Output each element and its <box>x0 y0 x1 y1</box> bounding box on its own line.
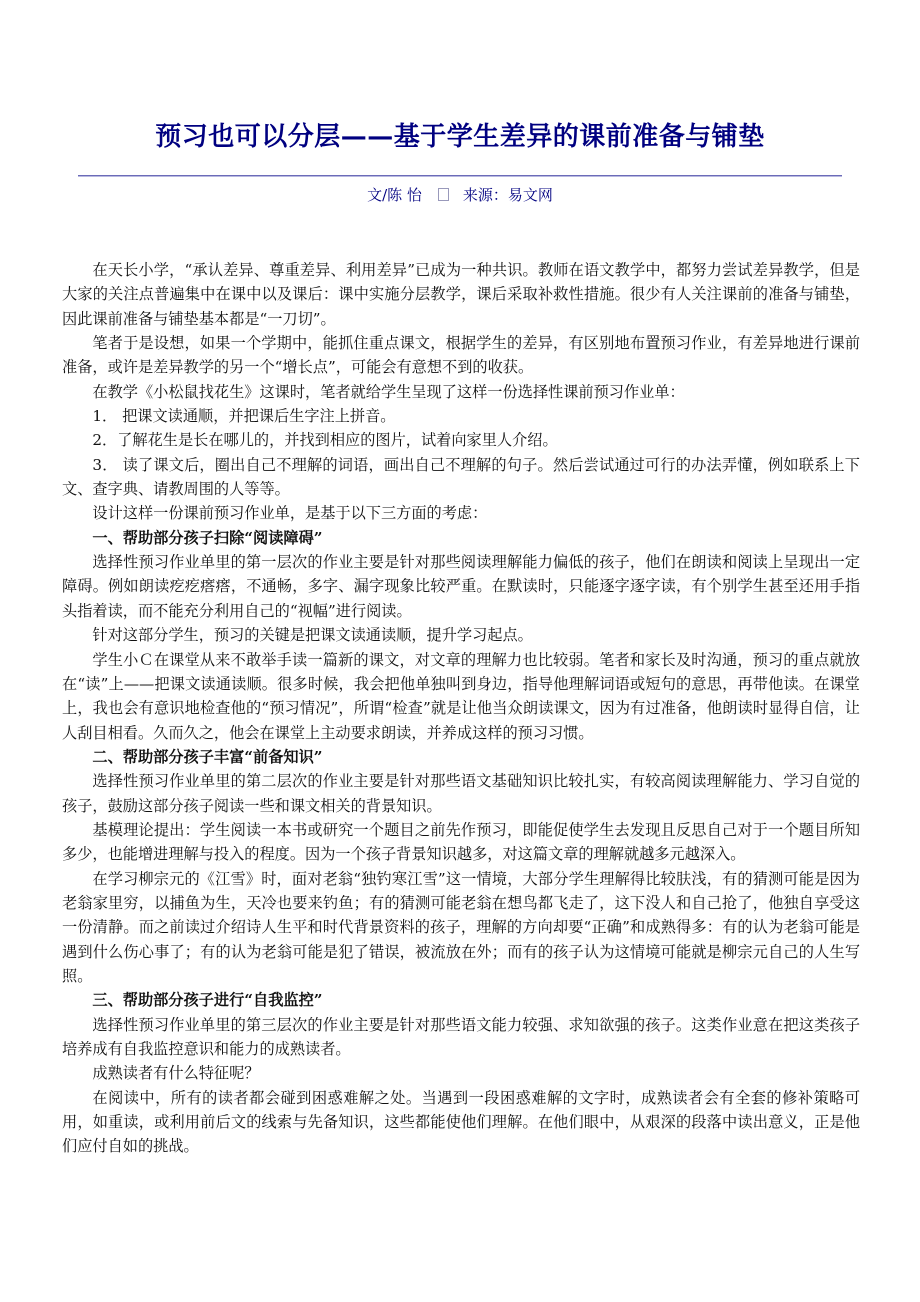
paragraph: 选择性预习作业单里的第二层次的作业主要是针对那些语文基础知识比较扎实，有较高阅读理解能力、学习自觉的孩子，鼓励这部分孩子阅读一些和课文相关的背景知识。 <box>62 772 860 815</box>
paragraph: 在学习柳宗元的《江雪》时，面对老翁“独钓寒江雪”这一情境，大部分学生理解得比较肤浅，有的猜测可能是因为老翁家里穷，以捕鱼为生，天冷也要来钓鱼；有的猜测可能老翁在想鸟都飞走了，这下没人和自己抢了，他独自享受这一份清静。而之前读过介绍诗人生平和时代背景资料的孩子，理解的方向却要“正确”和成熟得多：有的认为老翁可能是遇到什么伤心事了；有的认为老翁可能是犯了错误，被流放在外；而有的孩子认为这情境可能就是柳宗元自己的人生写照。 <box>62 869 860 985</box>
title-divider <box>78 175 842 177</box>
paragraph: 选择性预习作业单里的第三层次的作业主要是针对那些语文能力较强、求知欲强的孩子。这类作业意在把这类孩子培养成有自我监控意识和能力的成熟读者。 <box>62 1015 860 1058</box>
list-item: 3． 读了课文后，圈出自己不理解的词语，画出自己不理解的句子。然后尝试通过可行的办法弄懂，例如联系上下文、查字典、请教周围的人等等。 <box>62 455 860 499</box>
source: 来源：易文网 <box>462 186 553 204</box>
section-heading: 一、帮助部分孩子扫除“阅读障碍” <box>92 528 323 547</box>
author: 文/陈 怡 <box>367 186 422 204</box>
paragraph: 选择性预习作业单里的第一层次的作业主要是针对那些阅读理解能力偏低的孩子，他们在朗读和阅读上呈现出一定障碍。例如朗读疙疙瘩瘩，不通畅，多字、漏字现象比较严重。在默读时，只能逐字逐字读，有个别学生甚至还用手指头指着读，而不能充分利用自己的“视幅”进行阅读。 <box>62 553 860 620</box>
byline <box>78 184 842 205</box>
section-heading: 三、帮助部分孩子进行“自我监控” <box>92 991 323 1010</box>
section-heading: 二、帮助部分孩子丰富“前备知识” <box>92 747 323 766</box>
paragraph: 学生小Ｃ在课堂从来不敢举手读一篇新的课文，对文章的理解力也比较弱。笔者和家长及时沟通，预习的重点就放在“读”上——把课文读通读顺。很多时候，我会把他单独叫到身边，指导他理解词语或短句的意思，再带他读。在课堂上，我也会有意识地检查他的“预习情况”，所谓“检查”就是让他当众朗读课文，因为有过准备，他朗读时显得自信，让人刮目相看。久而久之，他会在课堂上主动要求朗读，并养成这样的预习习惯。 <box>62 650 860 742</box>
paragraph: 笔者于是设想，如果一个学期中，能抓住重点课文，根据学生的差异，有区别地布置预习作业，有差异地进行课前准备，或许是差异教学的另一个“增长点”，可能会有意想不到的收获。 <box>62 334 860 377</box>
article-body <box>62 258 860 1159</box>
article-title: 预习也可以分层——基于学生差异的课前准备与铺垫 <box>155 122 765 152</box>
paragraph: 在阅读中，所有的读者都会碰到困惑难解之处。当遇到一段困惑难解的文字时，成熟读者会有全套的修补策略可用，如重读，或利用前后文的线索与先备知识，这些都能使他们理解。在他们眼中，从艰深的段落中读出意义，正是他们应付自如的挑战。 <box>62 1088 860 1156</box>
paragraph: 成熟读者有什么特征呢？ <box>92 1064 260 1083</box>
separator-box-icon <box>438 188 449 201</box>
paragraph: 基模理论提出：学生阅读一本书或研究一个题目之前先作预习，即能促使学生去发现且反思自己对于一个题目所知多少，也能增进理解与投入的程度。因为一个孩子背景知识越多，对这篇文章的理解就越多元越深入。 <box>62 820 860 864</box>
paragraph: 在天长小学，“承认差异、尊重差异、利用差异”已成为一种共识。教师在语文教学中，都努力尝试差异教学，但是大家的关注点普遍集中在课中以及课后：课中实施分层教学，课后采取补救性措施。很少有人关注课前的准备与铺垫，因此课前准备与铺垫基本都是“一刀切”。 <box>62 261 860 328</box>
paragraph: 针对这部分学生，预习的关键是把课文读通读顺，提升学习起点。 <box>92 626 533 645</box>
paragraph: 在教学《小松鼠找花生》这课时，笔者就给学生呈现了这样一份选择性课前预习作业单： <box>92 382 685 401</box>
list-item: 2．了解花生是长在哪儿的，并找到相应的图片，试着向家里人介绍。 <box>92 431 558 450</box>
list-item: 1． 把课文读通顺，并把课后生字注上拼音。 <box>92 407 396 426</box>
paragraph: 设计这样一份课前预习作业单，是基于以下三方面的考虑： <box>92 504 488 523</box>
